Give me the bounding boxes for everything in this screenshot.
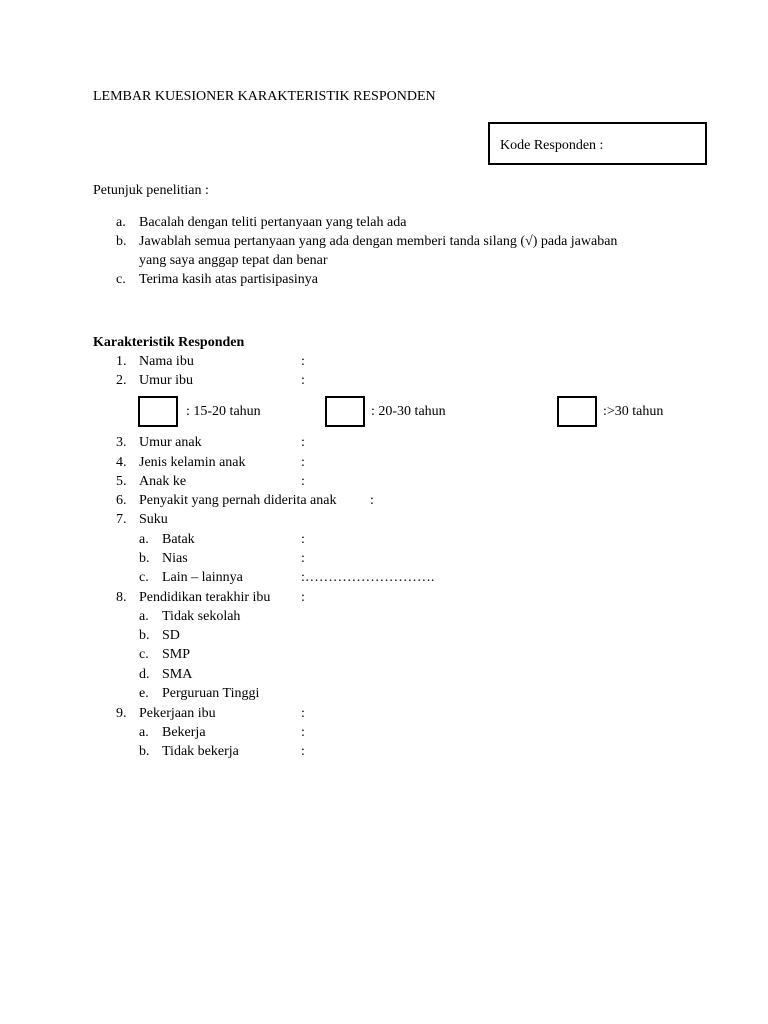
pekerjaan-a-marker: a. (139, 725, 149, 740)
document-title: LEMBAR KUESIONER KARAKTERISTIK RESPONDEN (93, 89, 436, 104)
suku-b-label: Nias (162, 551, 188, 566)
q3-number: 3. (116, 435, 127, 450)
pendidikan-e-label: Perguruan Tinggi (162, 686, 260, 701)
suku-a-label: Batak (162, 532, 195, 547)
suku-c-fill-line: :………………………. (301, 570, 435, 585)
q4-colon: : (301, 455, 305, 470)
q6-number: 6. (116, 493, 127, 508)
q4-label: Jenis kelamin anak (139, 455, 246, 470)
q3-colon: : (301, 435, 305, 450)
pendidikan-c-label: SMP (162, 647, 191, 662)
q7-label: Suku (139, 512, 168, 527)
petunjuk-heading: Petunjuk penelitian : (93, 183, 209, 198)
q1-label: Nama ibu (139, 354, 194, 369)
q5-label: Anak ke (139, 474, 187, 489)
pendidikan-d-marker: d. (139, 667, 150, 682)
instruction-b-text: Jawablah semua pertanyaan yang ada dengan memberi tanda silang (√) pada jawaban (139, 234, 618, 249)
pekerjaan-b-colon: : (301, 744, 305, 759)
instruction-c-marker: c. (116, 272, 126, 287)
suku-b-marker: b. (139, 551, 150, 566)
option-over-30-label: :>30 tahun (603, 404, 664, 419)
q8-number: 8. (116, 590, 127, 605)
instruction-a-marker: a. (116, 215, 126, 230)
pendidikan-b-label: SD (162, 628, 180, 643)
q5-number: 5. (116, 474, 127, 489)
checkbox-20-30[interactable] (325, 396, 365, 427)
suku-b-colon: : (301, 551, 305, 566)
pendidikan-a-label: Tidak sekolah (162, 609, 241, 624)
suku-a-marker: a. (139, 532, 149, 547)
instruction-b-text-cont: yang saya anggap tepat dan benar (139, 253, 328, 268)
pekerjaan-b-label: Tidak bekerja (162, 744, 239, 759)
pendidikan-a-marker: a. (139, 609, 149, 624)
q4-number: 4. (116, 455, 127, 470)
instruction-b-marker: b. (116, 234, 127, 249)
checkbox-over-30[interactable] (557, 396, 597, 427)
q6-colon: : (370, 493, 374, 508)
q1-number: 1. (116, 354, 127, 369)
q2-colon: : (301, 373, 305, 388)
q2-number: 2. (116, 373, 127, 388)
q9-number: 9. (116, 706, 127, 721)
checkbox-15-20[interactable] (138, 396, 178, 427)
pendidikan-c-marker: c. (139, 647, 149, 662)
q8-colon: : (301, 590, 305, 605)
suku-a-colon: : (301, 532, 305, 547)
pekerjaan-b-marker: b. (139, 744, 150, 759)
q6-label: Penyakit yang pernah diderita anak (139, 493, 337, 508)
q8-label: Pendidikan terakhir ibu (139, 590, 271, 605)
option-15-20-label: : 15-20 tahun (186, 404, 261, 419)
kode-responden-box[interactable] (488, 122, 707, 165)
q9-colon: : (301, 706, 305, 721)
pendidikan-d-label: SMA (162, 667, 193, 682)
pekerjaan-a-colon: : (301, 725, 305, 740)
section-heading: Karakteristik Responden (93, 335, 245, 350)
pekerjaan-a-label: Bekerja (162, 725, 206, 740)
kode-responden-label: Kode Responden : (500, 138, 604, 153)
q1-colon: : (301, 354, 305, 369)
option-20-30-label: : 20-30 tahun (371, 404, 446, 419)
q5-colon: : (301, 474, 305, 489)
q9-label: Pekerjaan ibu (139, 706, 216, 721)
instruction-c-text: Terima kasih atas partisipasinya (139, 272, 319, 287)
suku-c-marker: c. (139, 570, 149, 585)
q2-label: Umur ibu (139, 373, 194, 388)
q3-label: Umur anak (139, 435, 202, 450)
pendidikan-b-marker: b. (139, 628, 150, 643)
instruction-a-text: Bacalah dengan teliti pertanyaan yang telah ada (139, 215, 407, 230)
q7-number: 7. (116, 512, 127, 527)
suku-c-label: Lain – lainnya (162, 570, 243, 585)
pendidikan-e-marker: e. (139, 686, 149, 701)
